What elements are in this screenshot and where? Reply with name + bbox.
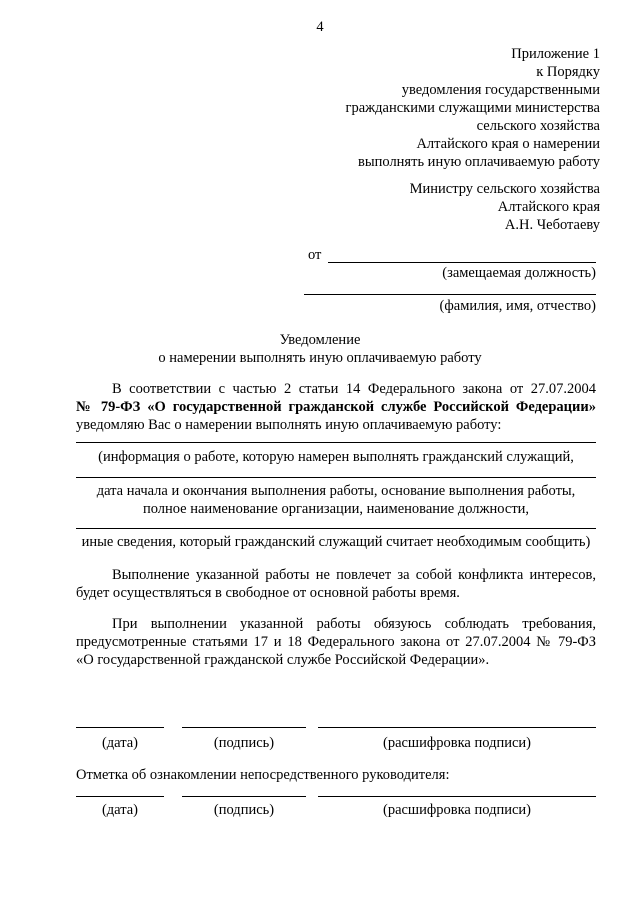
from-label: от [308,247,322,263]
caption-dates: полное наименование организации, наименование должности, [142,501,530,517]
appendix-line: гражданскими служащими министерства [345,100,600,116]
para1-line: № 79-ФЗ «О государственной гражданской службе Российской Федерации» [76,399,596,415]
sign-caption: (подпись) [213,735,275,751]
decode-field-line[interactable] [318,727,596,728]
page-number: 4 [316,19,324,35]
addressee-line: Министру сельского хозяйства [409,181,600,197]
work-info-field-line[interactable] [76,442,596,443]
manager-sign-field-line[interactable] [182,796,306,797]
caption-work-info: (информация о работе, которую намерен выполнять гражданский служащий, [98,449,574,465]
position-field-line[interactable] [328,262,596,263]
name-field-line[interactable] [304,294,596,295]
manager-decode-field-line[interactable] [318,796,596,797]
addressee-line: Алтайского края [497,199,600,215]
appendix-line: Приложение 1 [511,46,600,62]
para3-line: предусмотренные статьями 17 и 18 Федерального закона от 27.07.2004 № 79-ФЗ [76,634,596,650]
dates-field-line[interactable] [76,477,596,478]
manager-date-field-line[interactable] [76,796,164,797]
manager-decode-caption: (расшифровка подписи) [382,802,532,818]
appendix-block [260,45,600,171]
manager-sign-caption: (подпись) [213,802,275,818]
decode-caption: (расшифровка подписи) [382,735,532,751]
appendix-line: сельского хозяйства [476,118,600,134]
manager-note: Отметка об ознакомлении непосредственного руководителя: [76,767,450,783]
caption-dates: дата начала и окончания выполнения работы, основание выполнения работы, [96,483,576,499]
notice-title: Уведомление [279,332,361,348]
notice-subtitle: о намерении выполнять иную оплачиваемую работу [158,350,482,366]
caption-other: иные сведения, который гражданский служащий считает необходимым сообщить) [81,534,591,550]
addressee-block [260,180,600,234]
date-field-line[interactable] [76,727,164,728]
addressee-line: А.Н. Чеботаеву [504,217,600,233]
appendix-line: уведомления государственными [401,82,600,98]
date-caption: (дата) [101,735,139,751]
para3-line: При выполнении указанной работы обязуюсь соблюдать требования, [112,616,596,632]
para1-line: В соответствии с частью 2 статьи 14 Федерального закона от 27.07.2004 [112,381,596,397]
sign-field-line[interactable] [182,727,306,728]
para3-line: «О государственной гражданской службе Российской Федерации». [76,652,490,668]
appendix-line: к Порядку [536,64,600,80]
position-caption: (замещаемая должность) [442,265,596,281]
manager-date-caption: (дата) [101,802,139,818]
appendix-line: Алтайского края о намерении [416,136,600,152]
para2-line: Выполнение указанной работы не повлечет за собой конфликта интересов, [112,567,596,583]
name-caption: (фамилия, имя, отчество) [439,298,596,314]
appendix-line: выполнять иную оплачиваемую работу [358,154,600,170]
para1-line: уведомляю Вас о намерении выполнять иную оплачиваемую работу: [76,417,502,433]
other-info-field-line[interactable] [76,528,596,529]
para2-line: будет осуществляться в свободное от основной работы время. [76,585,460,601]
